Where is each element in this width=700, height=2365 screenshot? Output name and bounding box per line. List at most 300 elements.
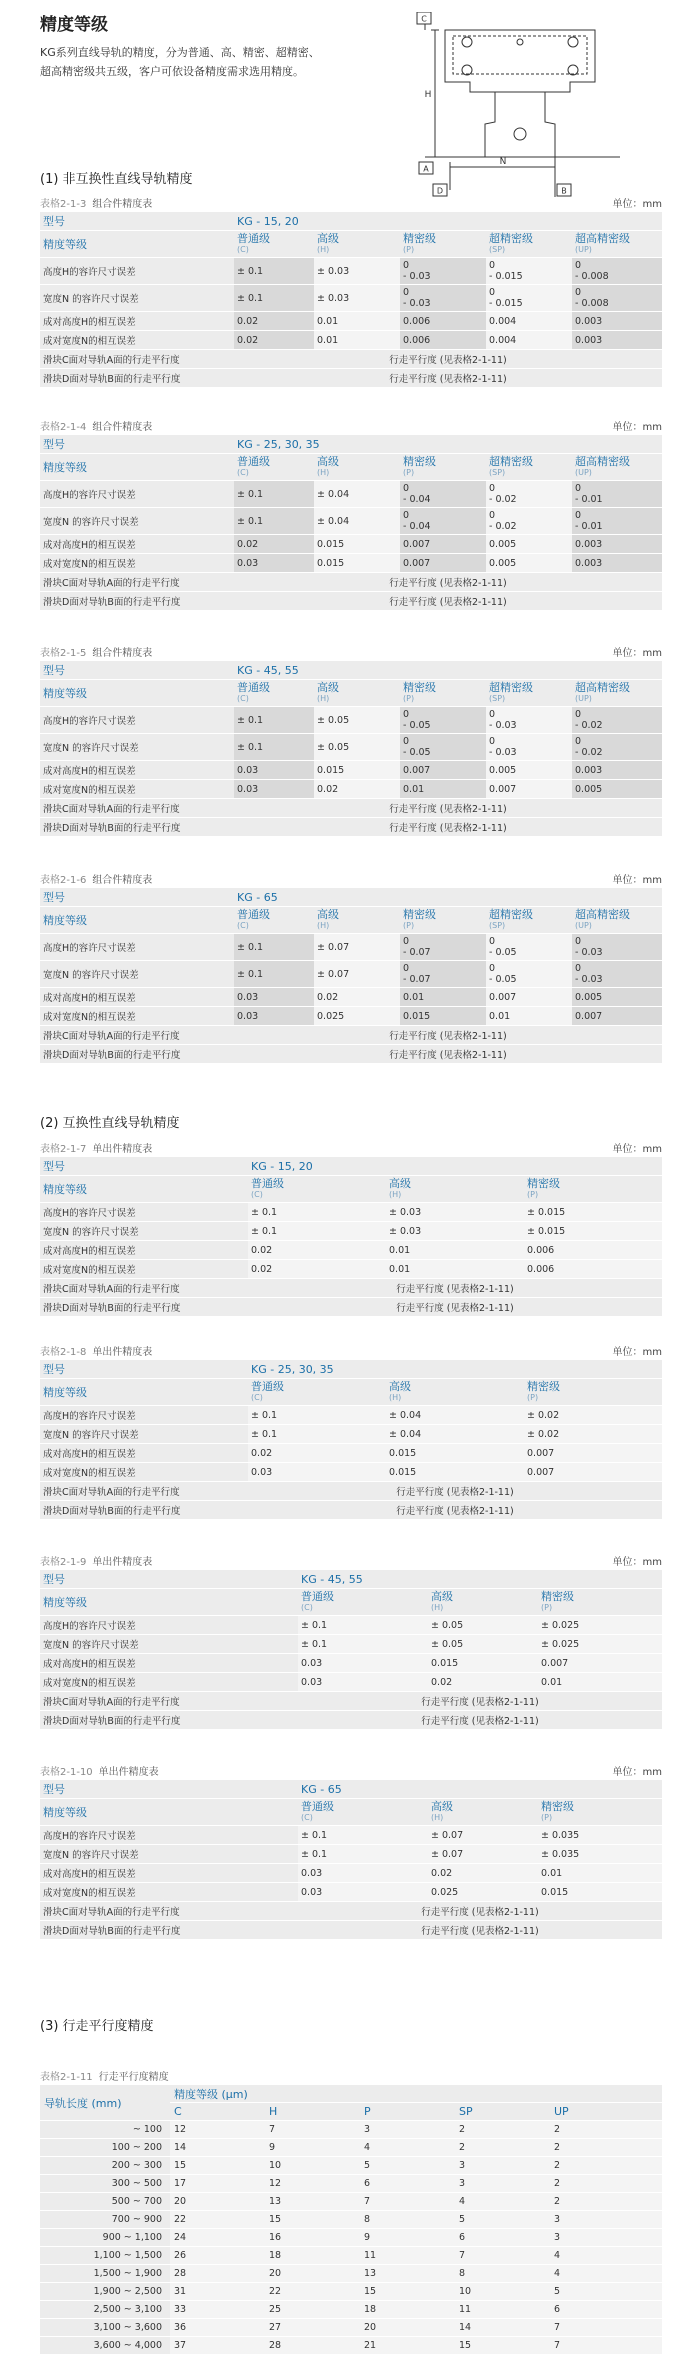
parallelism-ref: 行走平行度 (见表格2-1-11) (234, 818, 662, 836)
model-label: 型号 (40, 661, 234, 679)
grade-p: 精密级 (P) (524, 1176, 662, 1202)
cell: 0 - 0.07 (400, 961, 486, 987)
cell: ± 0.1 (234, 258, 314, 284)
cell: ± 0.025 (538, 1616, 662, 1634)
cell: ± 0.07 (314, 934, 400, 960)
parallelism-cell: 6 (550, 2301, 662, 2318)
row-label: 滑块D面对导轨B面的行走平行度 (40, 1045, 234, 1063)
table-name: 单出件精度表 (92, 1144, 153, 1155)
parallelism-cell: 31 (170, 2283, 265, 2300)
parallelism-cell: 9 (265, 2139, 360, 2156)
parallelism-cell: 36 (170, 2319, 265, 2336)
grade-label: 精度等级 (40, 454, 234, 480)
parallelism-cell: 7 (455, 2247, 550, 2264)
cell: 0.03 (248, 1463, 386, 1481)
grade-c: 普通级 (C) (248, 1379, 386, 1405)
parallelism-cell: 13 (265, 2193, 360, 2210)
cell: 0.01 (400, 780, 486, 798)
diagram-label-a: A (423, 164, 429, 174)
grade-c: 普通级 (C) (248, 1176, 386, 1202)
cell: 0.007 (524, 1444, 662, 1462)
diagram-label-h: H (424, 90, 432, 100)
unit-label: 单位：mm (612, 1347, 662, 1358)
grade-c: 普通级 (C) (234, 680, 314, 706)
table-name: 组合件精度表 (92, 199, 153, 210)
table-name: 单出件精度表 (92, 1347, 153, 1358)
parallelism-cell: 22 (265, 2283, 360, 2300)
cell: 0.007 (524, 1463, 662, 1481)
cell: ± 0.04 (386, 1406, 524, 1424)
intro-line-1: KG系列直线导轨的精度，分为普通、高、精密、超精密、 (40, 46, 320, 59)
cell: 0.006 (400, 312, 486, 330)
grade-label: 精度等级 (40, 907, 234, 933)
parallelism-cell: 11 (455, 2301, 550, 2318)
parallelism-cell: 15 (265, 2211, 360, 2228)
diagram-label-b: B (561, 186, 567, 196)
cell: ± 0.1 (234, 285, 314, 311)
grade-p: 精密级 (P) (400, 231, 486, 257)
cell: 0 - 0.03 (400, 258, 486, 284)
row-label: 成对高度H的相互误差 (40, 312, 234, 330)
row-label: 滑块D面对导轨B面的行走平行度 (40, 1921, 298, 1939)
cell: 0.005 (486, 554, 572, 572)
grade-col-header: C (170, 2103, 265, 2120)
row-label: 成对高度H的相互误差 (40, 1444, 248, 1462)
row-label: 成对宽度N的相互误差 (40, 331, 234, 349)
cell: ± 0.1 (298, 1845, 428, 1863)
cell: 0.007 (538, 1654, 662, 1672)
row-label: 成对宽度N的相互误差 (40, 1883, 298, 1901)
parallelism-cell: 2 (550, 2139, 662, 2156)
cell: 0.007 (572, 1007, 662, 1025)
parallelism-grid (40, 2085, 662, 2354)
parallelism-cell: 18 (360, 2301, 455, 2318)
cell: 0.03 (298, 1673, 428, 1691)
grade-up: 超高精密级 (UP) (572, 231, 662, 257)
parallelism-ref: 行走平行度 (见表格2-1-11) (234, 1045, 662, 1063)
row-label: 成对宽度N的相互误差 (40, 1673, 298, 1691)
parallelism-ref: 行走平行度 (见表格2-1-11) (234, 350, 662, 368)
parallelism-cell: 21 (360, 2337, 455, 2354)
parallelism-cell: 15 (455, 2337, 550, 2354)
parallelism-ref: 行走平行度 (见表格2-1-11) (234, 592, 662, 610)
grade-c: 普通级 (C) (298, 1589, 428, 1615)
model-label: 型号 (40, 1570, 298, 1588)
row-label: 滑块D面对导轨B面的行走平行度 (40, 1711, 298, 1729)
grade-col-header: SP (455, 2103, 550, 2120)
cell: ± 0.1 (234, 961, 314, 987)
parallelism-ref: 行走平行度 (见表格2-1-11) (234, 1026, 662, 1044)
cell: ± 0.035 (538, 1826, 662, 1844)
cell: ± 0.04 (314, 481, 400, 507)
parallelism-cell: 27 (265, 2319, 360, 2336)
cell: 0.015 (314, 761, 400, 779)
table-2-1-11 (40, 2065, 662, 2354)
parallelism-cell: 12 (170, 2121, 265, 2138)
row-label: 成对高度H的相互误差 (40, 761, 234, 779)
parallelism-cell: 20 (360, 2319, 455, 2336)
rail-length-cell: 200 ~ 300 (40, 2157, 170, 2174)
cell: 0.02 (248, 1241, 386, 1259)
parallelism-cell: 7 (265, 2121, 360, 2138)
model-label: 型号 (40, 1780, 298, 1798)
table-2-1-4 (40, 415, 662, 610)
parallelism-cell: 7 (550, 2319, 662, 2336)
table-2-1-6 (40, 868, 662, 1063)
table-number: 表格2-1-8 (40, 1347, 87, 1358)
row-label: 滑块C面对导轨A面的行走平行度 (40, 350, 234, 368)
row-label: 成对高度H的相互误差 (40, 535, 234, 553)
parallelism-cell: 3 (455, 2175, 550, 2192)
table-number: 表格2-1-4 (40, 422, 87, 433)
grade-col-header: H (265, 2103, 360, 2120)
cell: 0.03 (234, 1007, 314, 1025)
row-label: 高度H的容许尺寸误差 (40, 934, 234, 960)
parallelism-cell: 20 (170, 2193, 265, 2210)
unit-label: 单位：mm (612, 1144, 662, 1155)
rail-length-cell: 300 ~ 500 (40, 2175, 170, 2192)
row-label: 宽度N 的容许尺寸误差 (40, 961, 234, 987)
cell: 0 - 0.015 (486, 258, 572, 284)
parallelism-cell: 3 (550, 2229, 662, 2246)
cell: ± 0.05 (314, 707, 400, 733)
grade-c: 普通级 (C) (234, 454, 314, 480)
model-value: KG - 15, 20 (248, 1157, 662, 1175)
cell: 0 - 0.03 (572, 961, 662, 987)
cell: ± 0.07 (314, 961, 400, 987)
cell: 0.015 (538, 1883, 662, 1901)
table-caption (40, 192, 662, 210)
row-label: 成对宽度N的相互误差 (40, 1007, 234, 1025)
cell: 0.003 (572, 761, 662, 779)
cell: 0.004 (486, 331, 572, 349)
table-name: 单出件精度表 (98, 1767, 159, 1778)
table-caption (40, 868, 662, 886)
row-label: 成对高度H的相互误差 (40, 1654, 298, 1672)
model-label: 型号 (40, 435, 234, 453)
cell: 0 - 0.01 (572, 481, 662, 507)
model-value: KG - 25, 30, 35 (234, 435, 662, 453)
parallelism-ref: 行走平行度 (见表格2-1-11) (234, 799, 662, 817)
parallelism-ref: 行走平行度 (见表格2-1-11) (234, 369, 662, 387)
grade-p: 精密级 (P) (524, 1379, 662, 1405)
grade-h: 高级 (H) (428, 1589, 538, 1615)
table-name: 单出件精度表 (92, 1557, 153, 1568)
row-label: 高度H的容许尺寸误差 (40, 258, 234, 284)
cell: ± 0.04 (314, 508, 400, 534)
model-label: 型号 (40, 1157, 248, 1175)
table-caption (40, 2065, 662, 2083)
cell: 0.007 (486, 780, 572, 798)
table-caption (40, 1550, 662, 1568)
row-label: 宽度N 的容许尺寸误差 (40, 285, 234, 311)
cell: 0.02 (234, 535, 314, 553)
cell: 0.03 (234, 780, 314, 798)
grade-h: 高级 (H) (314, 907, 400, 933)
cell: 0.025 (428, 1883, 538, 1901)
cell: ± 0.1 (234, 734, 314, 760)
row-label: 高度H的容许尺寸误差 (40, 707, 234, 733)
parallelism-ref: 行走平行度 (见表格2-1-11) (298, 1692, 662, 1710)
rail-length-cell: 3,100 ~ 3,600 (40, 2319, 170, 2336)
parallelism-cell: 4 (455, 2193, 550, 2210)
unit-label: 单位：mm (612, 199, 662, 210)
cell: ± 0.1 (234, 508, 314, 534)
cell: 0 - 0.05 (400, 707, 486, 733)
row-label: 成对宽度N的相互误差 (40, 554, 234, 572)
table-number: 表格2-1-9 (40, 1557, 87, 1568)
row-label: 滑块D面对导轨B面的行走平行度 (40, 369, 234, 387)
rail-length-cell: 2,500 ~ 3,100 (40, 2301, 170, 2318)
row-label: 高度H的容许尺寸误差 (40, 1406, 248, 1424)
cell: 0.015 (314, 535, 400, 553)
table-name: 组合件精度表 (92, 648, 153, 659)
row-label: 成对宽度N的相互误差 (40, 780, 234, 798)
cell: 0.03 (298, 1883, 428, 1901)
grade-label: 精度等级 (40, 680, 234, 706)
cell: 0 - 0.02 (572, 707, 662, 733)
parallelism-cell: 22 (170, 2211, 265, 2228)
parallelism-cell: 8 (360, 2211, 455, 2228)
parallelism-cell: 7 (360, 2193, 455, 2210)
cell: 0.01 (386, 1260, 524, 1278)
cell: 0 - 0.03 (572, 934, 662, 960)
cell: 0.03 (234, 554, 314, 572)
cell: 0.003 (572, 535, 662, 553)
grade-up: 超高精密级 (UP) (572, 454, 662, 480)
cell: 0 - 0.008 (572, 258, 662, 284)
table-caption (40, 641, 662, 659)
cell: ± 0.07 (428, 1845, 538, 1863)
row-label: 滑块D面对导轨B面的行走平行度 (40, 818, 234, 836)
parallelism-cell: 11 (360, 2247, 455, 2264)
row-label: 滑块D面对导轨B面的行走平行度 (40, 1298, 248, 1316)
cell: 0.006 (524, 1260, 662, 1278)
cell: 0.01 (538, 1673, 662, 1691)
cell: ± 0.05 (428, 1616, 538, 1634)
parallelism-cell: 20 (265, 2265, 360, 2282)
cell: 0.007 (400, 761, 486, 779)
cell: 0.003 (572, 312, 662, 330)
cell: 0.02 (314, 988, 400, 1006)
parallelism-ref: 行走平行度 (见表格2-1-11) (248, 1482, 662, 1500)
row-label: 成对宽度N的相互误差 (40, 1260, 248, 1278)
parallelism-cell: 28 (265, 2337, 360, 2354)
cell: 0 - 0.03 (486, 707, 572, 733)
grade-c: 普通级 (C) (234, 231, 314, 257)
parallelism-cell: 33 (170, 2301, 265, 2318)
model-value: KG - 15, 20 (234, 212, 662, 230)
cell: 0.015 (386, 1463, 524, 1481)
table-name: 组合件精度表 (92, 875, 153, 886)
section-title-1: (1) 非互换性直线导轨精度 (40, 172, 193, 187)
parallelism-cell: 25 (265, 2301, 360, 2318)
row-label: 滑块D面对导轨B面的行走平行度 (40, 592, 234, 610)
cell: 0.01 (386, 1241, 524, 1259)
grade-label: 精度等级 (40, 1799, 298, 1825)
parallelism-ref: 行走平行度 (见表格2-1-11) (248, 1501, 662, 1519)
table-2-1-8 (40, 1340, 662, 1519)
cell: 0.02 (234, 312, 314, 330)
table-number: 表格2-1-3 (40, 199, 87, 210)
row-label: 高度H的容许尺寸误差 (40, 1826, 298, 1844)
parallelism-cell: 12 (265, 2175, 360, 2192)
table-number: 表格2-1-6 (40, 875, 87, 886)
parallelism-cell: 2 (455, 2121, 550, 2138)
table-2-1-9 (40, 1550, 662, 1729)
cell: ± 0.025 (538, 1635, 662, 1653)
row-label: 成对宽度N的相互误差 (40, 1463, 248, 1481)
parallelism-cell: 14 (455, 2319, 550, 2336)
grade-sp: 超精密级 (SP) (486, 907, 572, 933)
cell: 0.03 (234, 761, 314, 779)
section-title-2: (2) 互换性直线导轨精度 (40, 1116, 180, 1131)
table-caption (40, 1760, 662, 1778)
rail-length-cell: 700 ~ 900 (40, 2211, 170, 2228)
cell: ± 0.1 (298, 1635, 428, 1653)
parallelism-cell: 5 (360, 2157, 455, 2174)
parallelism-ref: 行走平行度 (见表格2-1-11) (298, 1921, 662, 1939)
table-number: 表格2-1-7 (40, 1144, 87, 1155)
rail-length-cell: ~ 100 (40, 2121, 170, 2138)
parallelism-cell: 17 (170, 2175, 265, 2192)
parallelism-cell: 2 (550, 2175, 662, 2192)
rail-length-cell: 3,600 ~ 4,000 (40, 2337, 170, 2354)
parallelism-cell: 15 (170, 2157, 265, 2174)
cell: 0.01 (314, 331, 400, 349)
model-label: 型号 (40, 1360, 248, 1378)
row-label: 宽度N 的容许尺寸误差 (40, 1845, 298, 1863)
rail-length-cell: 100 ~ 200 (40, 2139, 170, 2156)
grade-label: 精度等级 (40, 1589, 298, 1615)
cell: ± 0.1 (248, 1425, 386, 1443)
header (40, 10, 400, 81)
grade-p: 精密级 (P) (538, 1799, 662, 1825)
length-header: 导轨长度 (mm) (40, 2085, 170, 2120)
grade-up: 超高精密级 (UP) (572, 907, 662, 933)
cell: 0 - 0.02 (486, 481, 572, 507)
cell: 0 - 0.04 (400, 508, 486, 534)
parallelism-cell: 28 (170, 2265, 265, 2282)
cell: 0 - 0.02 (572, 734, 662, 760)
parallelism-cell: 4 (550, 2265, 662, 2282)
row-label: 滑块D面对导轨B面的行走平行度 (40, 1501, 248, 1519)
cell: 0 - 0.05 (486, 934, 572, 960)
cell: 0.02 (234, 331, 314, 349)
cell: 0.007 (486, 988, 572, 1006)
parallelism-cell: 37 (170, 2337, 265, 2354)
table-number: 表格2-1-11 (40, 2072, 93, 2083)
parallelism-cell: 15 (360, 2283, 455, 2300)
cell: 0 - 0.015 (486, 285, 572, 311)
model-label: 型号 (40, 888, 234, 906)
row-label: 成对高度H的相互误差 (40, 988, 234, 1006)
model-value: KG - 45, 55 (234, 661, 662, 679)
row-label: 高度H的容许尺寸误差 (40, 1616, 298, 1634)
diagram-label-c: C (421, 14, 427, 24)
grade-p: 精密级 (P) (538, 1589, 662, 1615)
cell: 0.015 (386, 1444, 524, 1462)
parallelism-cell: 4 (550, 2247, 662, 2264)
parallelism-cell: 10 (265, 2157, 360, 2174)
cell: 0.01 (314, 312, 400, 330)
row-label: 成对高度H的相互误差 (40, 1864, 298, 1882)
cell: 0.005 (486, 761, 572, 779)
cell: 0.005 (486, 535, 572, 553)
rail-length-cell: 1,500 ~ 1,900 (40, 2265, 170, 2282)
parallelism-ref: 行走平行度 (见表格2-1-11) (248, 1279, 662, 1297)
unit-label: 单位：mm (612, 1557, 662, 1568)
cell: 0.007 (400, 535, 486, 553)
cell: 0.02 (248, 1444, 386, 1462)
grade-col-header: UP (550, 2103, 662, 2120)
parallelism-cell: 2 (455, 2139, 550, 2156)
cell: ± 0.1 (298, 1826, 428, 1844)
cell: 0.005 (572, 780, 662, 798)
parallelism-cell: 3 (550, 2211, 662, 2228)
parallelism-cell: 3 (455, 2157, 550, 2174)
cell: ± 0.02 (524, 1425, 662, 1443)
parallelism-cell: 6 (360, 2175, 455, 2192)
grade-sp: 超精密级 (SP) (486, 454, 572, 480)
cell: ± 0.03 (314, 258, 400, 284)
cell: ± 0.1 (248, 1222, 386, 1240)
cell: ± 0.1 (248, 1203, 386, 1221)
cell: 0.006 (400, 331, 486, 349)
cell: 0.003 (572, 331, 662, 349)
cell: ± 0.1 (248, 1406, 386, 1424)
cell: 0 - 0.05 (486, 961, 572, 987)
cell: ± 0.1 (298, 1616, 428, 1634)
rail-length-cell: 1,100 ~ 1,500 (40, 2247, 170, 2264)
row-label: 滑块C面对导轨A面的行走平行度 (40, 1902, 298, 1920)
cell: 0.015 (314, 554, 400, 572)
model-label: 型号 (40, 212, 234, 230)
parallelism-cell: 24 (170, 2229, 265, 2246)
diagram-label-n: N (499, 157, 507, 167)
grade-p: 精密级 (P) (400, 680, 486, 706)
cell: 0.003 (572, 554, 662, 572)
model-value: KG - 25, 30, 35 (248, 1360, 662, 1378)
table-caption (40, 415, 662, 433)
cell: ± 0.035 (538, 1845, 662, 1863)
grade-h: 高级 (H) (314, 680, 400, 706)
cell: 0.007 (400, 554, 486, 572)
row-label: 高度H的容许尺寸误差 (40, 481, 234, 507)
rail-dimension-diagram (405, 12, 665, 198)
grade-c: 普通级 (C) (234, 907, 314, 933)
row-label: 滑块C面对导轨A面的行走平行度 (40, 1482, 248, 1500)
grade-col-header: P (360, 2103, 455, 2120)
parallelism-ref: 行走平行度 (见表格2-1-11) (298, 1902, 662, 1920)
diagram-label-d: D (436, 186, 444, 196)
parallelism-cell: 6 (455, 2229, 550, 2246)
intro-text (40, 43, 400, 81)
cell: 0 - 0.01 (572, 508, 662, 534)
cell: 0.015 (428, 1654, 538, 1672)
cell: 0.03 (298, 1864, 428, 1882)
cell: 0.02 (428, 1864, 538, 1882)
cell: ± 0.1 (234, 481, 314, 507)
parallelism-cell: 26 (170, 2247, 265, 2264)
grade-h: 高级 (H) (314, 454, 400, 480)
cell: ± 0.05 (314, 734, 400, 760)
row-label: 宽度N 的容许尺寸误差 (40, 1222, 248, 1240)
grade-header: 精度等级 (μm) (170, 2085, 662, 2102)
unit-label: 单位：mm (612, 422, 662, 433)
row-label: 成对高度H的相互误差 (40, 1241, 248, 1259)
cell: ± 0.05 (428, 1635, 538, 1653)
